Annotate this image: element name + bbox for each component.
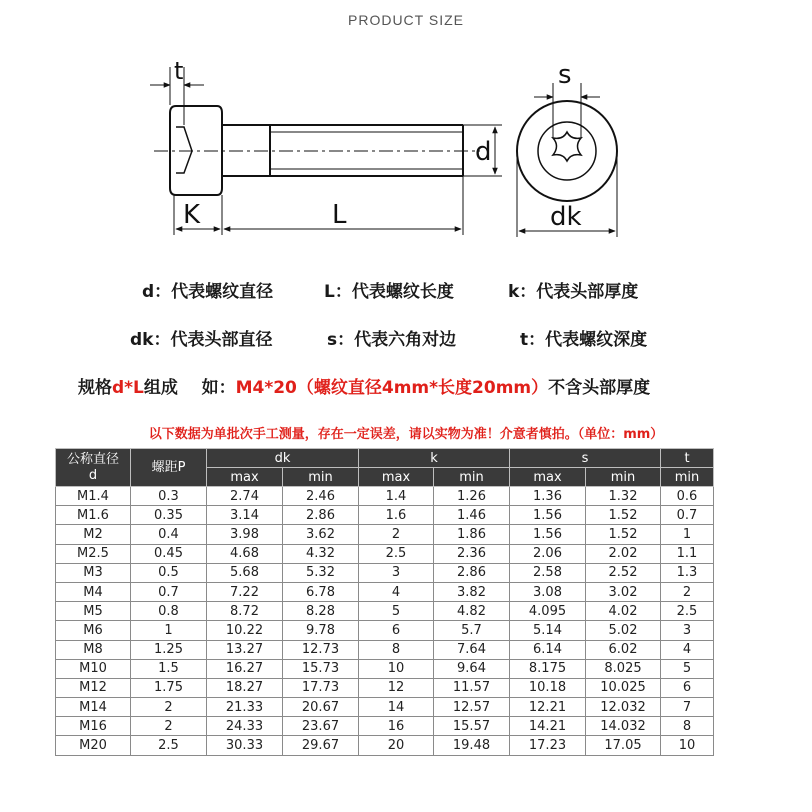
table-cell: 5 (661, 659, 714, 678)
spec-prefix: 规格 (78, 378, 112, 398)
table-cell: 1.52 (586, 506, 661, 525)
torx-socket-icon (553, 132, 581, 161)
table-cell: 2.58 (510, 563, 586, 582)
table-cell: 12.73 (283, 640, 359, 659)
table-row (56, 544, 714, 563)
table-cell: 5.32 (283, 563, 359, 582)
table-cell: M12 (56, 678, 131, 697)
label-s: s (558, 60, 572, 90)
table-cell: M2 (56, 525, 131, 544)
spec-example (78, 373, 650, 398)
table-row (56, 582, 714, 601)
table-cell: 1 (661, 525, 714, 544)
table-cell: 5 (359, 602, 434, 621)
side-view (154, 106, 480, 195)
table-cell: 4 (661, 640, 714, 659)
header-dk-max: max (207, 468, 283, 487)
table-row (56, 506, 714, 525)
table-cell: 1 (131, 621, 207, 640)
table-cell: 16.27 (207, 659, 283, 678)
table-cell: 2.36 (434, 544, 510, 563)
legend-t: t：代表螺纹深度 (520, 330, 648, 350)
table-cell: M16 (56, 717, 131, 736)
table-cell: 2.06 (510, 544, 586, 563)
table-cell: 8 (661, 717, 714, 736)
table-cell: 0.4 (131, 525, 207, 544)
table-cell: 1.46 (434, 506, 510, 525)
table-cell: 8 (359, 640, 434, 659)
table-cell: 11.57 (434, 678, 510, 697)
label-k: K (183, 200, 201, 230)
header-dk: dk (207, 449, 359, 468)
page-title: PRODUCT SIZE (348, 12, 464, 28)
table-cell: 3.98 (207, 525, 283, 544)
table-row (56, 621, 714, 640)
table-cell: 23.67 (283, 717, 359, 736)
table-cell: 5.14 (510, 621, 586, 640)
header-t-min: min (661, 468, 714, 487)
table-cell: 2 (131, 717, 207, 736)
table-cell: 1.6 (359, 506, 434, 525)
table-cell: 5.68 (207, 563, 283, 582)
table-cell: 21.33 (207, 698, 283, 717)
table-cell: 2.5 (359, 544, 434, 563)
header-k-max: max (359, 468, 434, 487)
table-cell: M1.4 (56, 487, 131, 506)
table-cell: 3.02 (586, 582, 661, 601)
table-cell: 8.28 (283, 602, 359, 621)
table-cell: 0.35 (131, 506, 207, 525)
table-cell: 1.56 (510, 506, 586, 525)
table-cell: 2 (661, 582, 714, 601)
table-cell: 6.78 (283, 582, 359, 601)
table-cell: 12.21 (510, 698, 586, 717)
spec-mid: 组成 如： (143, 378, 236, 398)
table-row (56, 640, 714, 659)
label-l: L (332, 200, 347, 230)
header-row-1 (56, 449, 714, 468)
table-cell: 4.095 (510, 602, 586, 621)
table-cell: M2.5 (56, 544, 131, 563)
table-cell: 14.032 (586, 717, 661, 736)
table-cell: 6.14 (510, 640, 586, 659)
table-cell: 1.56 (510, 525, 586, 544)
table-cell: 15.57 (434, 717, 510, 736)
legend-d: d：代表螺纹直径 (142, 282, 274, 302)
table-cell: 16 (359, 717, 434, 736)
table-cell: 0.6 (661, 487, 714, 506)
spec-formula: d*L (112, 378, 144, 398)
label-dk: dk (550, 202, 582, 232)
table-cell: 3.08 (510, 582, 586, 601)
table-cell: 12.57 (434, 698, 510, 717)
table-cell: 9.78 (283, 621, 359, 640)
header-dk-min: min (283, 468, 359, 487)
table-cell: 18.27 (207, 678, 283, 697)
table-cell: 20 (359, 736, 434, 755)
table-cell: 2 (131, 698, 207, 717)
table-cell: M6 (56, 621, 131, 640)
screw-diagram (140, 55, 650, 245)
table-cell: 19.48 (434, 736, 510, 755)
table-cell: 1.5 (131, 659, 207, 678)
table-cell: 2.52 (586, 563, 661, 582)
table-cell: 4.82 (434, 602, 510, 621)
table-cell: M3 (56, 563, 131, 582)
table-cell: 17.05 (586, 736, 661, 755)
table-cell: 4.32 (283, 544, 359, 563)
header-t: t (661, 449, 714, 468)
legend-k: k：代表头部厚度 (508, 282, 639, 302)
table-cell: 4.68 (207, 544, 283, 563)
table-cell: 0.3 (131, 487, 207, 506)
table-cell: 29.67 (283, 736, 359, 755)
table-cell: 14 (359, 698, 434, 717)
table-cell: 8.175 (510, 659, 586, 678)
table-cell: 13.27 (207, 640, 283, 659)
table-row (56, 602, 714, 621)
table-cell: 14.21 (510, 717, 586, 736)
table-cell: 7.22 (207, 582, 283, 601)
table-cell: 2.86 (434, 563, 510, 582)
table-cell: 4.02 (586, 602, 661, 621)
table-row (56, 736, 714, 755)
table-cell: 4 (359, 582, 434, 601)
table-cell: 2.74 (207, 487, 283, 506)
table-cell: 17.23 (510, 736, 586, 755)
spec-example-value: M4*20（螺纹直径4mm*长度20mm） (235, 378, 549, 398)
table-cell: 1.25 (131, 640, 207, 659)
table-cell: 0.45 (131, 544, 207, 563)
legend-s: s：代表六角对边 (327, 330, 457, 350)
table-cell: 8.72 (207, 602, 283, 621)
table-cell: 3.82 (434, 582, 510, 601)
table-cell: 5.7 (434, 621, 510, 640)
header-k: k (359, 449, 510, 468)
header-s-min: min (586, 468, 661, 487)
table-cell: M8 (56, 640, 131, 659)
table-cell: 10 (661, 736, 714, 755)
table-cell: 1.86 (434, 525, 510, 544)
table-row (56, 698, 714, 717)
label-t: t (174, 57, 184, 85)
table-row (56, 487, 714, 506)
table-cell: 1.26 (434, 487, 510, 506)
header-s-max: max (510, 468, 586, 487)
table-cell: 7.64 (434, 640, 510, 659)
table-cell: 0.7 (661, 506, 714, 525)
measurement-notice: 以下数据为单批次手工测量，存在一定误差，请以实物为准！介意者慎拍。（单位：mm） (148, 427, 664, 442)
table-cell: 3 (661, 621, 714, 640)
table-cell: 10.025 (586, 678, 661, 697)
header-nominal-label: 公称直径 (66, 451, 119, 467)
header-pitch: 螺距P (131, 449, 207, 487)
table-cell: 0.8 (131, 602, 207, 621)
table-cell: 10 (359, 659, 434, 678)
table-cell: 1.52 (586, 525, 661, 544)
table-cell: M20 (56, 736, 131, 755)
table-cell: 2.02 (586, 544, 661, 563)
table-cell: M1.6 (56, 506, 131, 525)
table-cell: 2.5 (661, 602, 714, 621)
table-cell: 1.4 (359, 487, 434, 506)
table-cell: 3.14 (207, 506, 283, 525)
table-cell: 5.02 (586, 621, 661, 640)
table-row (56, 563, 714, 582)
table-cell: M4 (56, 582, 131, 601)
header-s: s (510, 449, 661, 468)
table-cell: 1.36 (510, 487, 586, 506)
table-cell: 9.64 (434, 659, 510, 678)
table-cell: 30.33 (207, 736, 283, 755)
table-cell: 0.5 (131, 563, 207, 582)
table-cell: 1.75 (131, 678, 207, 697)
header-k-min: min (434, 468, 510, 487)
table-cell: 1.3 (661, 563, 714, 582)
table-cell: 2.46 (283, 487, 359, 506)
table-cell: M14 (56, 698, 131, 717)
table-cell: 8.025 (586, 659, 661, 678)
table-cell: 6 (661, 678, 714, 697)
table-cell: M5 (56, 602, 131, 621)
header-nominal-diameter (56, 449, 131, 487)
table-cell: 7 (661, 698, 714, 717)
table-cell: 20.67 (283, 698, 359, 717)
table-cell: 10.18 (510, 678, 586, 697)
header-nominal-sub: d (88, 467, 98, 483)
table-cell: 3 (359, 563, 434, 582)
table-cell: 1.32 (586, 487, 661, 506)
table-row (56, 717, 714, 736)
table-cell: 2 (359, 525, 434, 544)
table-cell: 2.86 (283, 506, 359, 525)
table-cell: 0.7 (131, 582, 207, 601)
table-cell: 6 (359, 621, 434, 640)
legend-dk: dk：代表头部直径 (130, 330, 273, 350)
table-cell: 17.73 (283, 678, 359, 697)
table-cell: 1.1 (661, 544, 714, 563)
table-row (56, 659, 714, 678)
label-d: d (475, 137, 492, 167)
table-cell: 12 (359, 678, 434, 697)
spec-suffix: 不含头部厚度 (548, 378, 651, 398)
table-cell: 2.5 (131, 736, 207, 755)
table-cell: 15.73 (283, 659, 359, 678)
table-cell: 12.032 (586, 698, 661, 717)
table-cell: 10.22 (207, 621, 283, 640)
table-cell: 3.62 (283, 525, 359, 544)
table-cell: 24.33 (207, 717, 283, 736)
table-cell: 6.02 (586, 640, 661, 659)
table-row (56, 525, 714, 544)
table-cell: M10 (56, 659, 131, 678)
table-row (56, 678, 714, 697)
legend-l: L：代表螺纹长度 (324, 282, 454, 302)
size-table (55, 448, 714, 756)
